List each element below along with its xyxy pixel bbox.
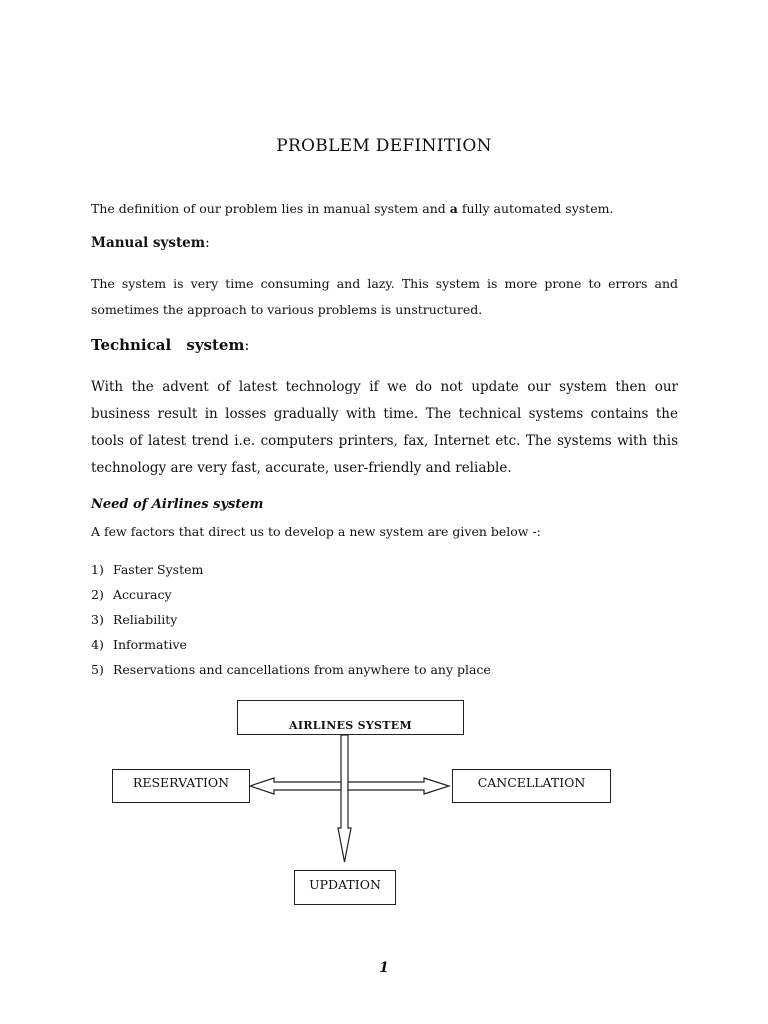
- technical-heading-text: Technical system: [91, 336, 245, 354]
- right-arrow: [348, 778, 449, 794]
- list-item-text: Informative: [113, 637, 187, 652]
- cancellation-box: CANCELLATION: [452, 769, 611, 803]
- list-item-number: 4): [91, 637, 104, 652]
- reservation-box: RESERVATION: [112, 769, 250, 803]
- list-item-text: Reservations and cancellations from anywhere to any place: [113, 662, 491, 677]
- left-arrow: [250, 778, 341, 794]
- technical-heading-colon: :: [244, 336, 250, 354]
- manual-heading-colon: :: [205, 235, 210, 251]
- technical-system-heading: [91, 336, 249, 354]
- manual-system-paragraph: The system is very time consuming and lazy. This system is more prone to errors and sometimes the approach to various problems is unstructured.: [91, 276, 678, 317]
- list-item-number: 3): [91, 612, 104, 627]
- list-item-text: Faster System: [113, 562, 204, 577]
- page-title: PROBLEM DEFINITION: [276, 136, 492, 156]
- page-number: 1: [379, 960, 389, 976]
- technical-system-paragraph: With the advent of latest technology if we do not update our system then our business result in losses gradually with time. The technical systems contains the tools of latest trend i.e. computers printers, fax, Internet etc. The systems with this technology are very fast, accurate, user-friendly and reliable.: [91, 379, 678, 476]
- need-paragraph: A few factors that direct us to develop a new system are given below -:: [91, 524, 541, 539]
- list-item: [91, 582, 491, 607]
- need-heading: Need of Airlines system: [91, 497, 264, 512]
- list-item-number: 2): [91, 587, 104, 602]
- list-item: [91, 657, 491, 682]
- intro-text-start: The definition of our problem lies in manual system and: [91, 201, 450, 216]
- list-item-text: Reliability: [113, 612, 178, 627]
- down-arrow: [338, 735, 351, 862]
- intro-bold-word: a: [449, 201, 458, 216]
- manual-heading-text: Manual system: [91, 235, 206, 251]
- manual-system-heading: [91, 235, 210, 251]
- factors-list: [91, 557, 491, 682]
- list-item-text: Accuracy: [113, 587, 172, 602]
- list-item-number: 5): [91, 662, 104, 677]
- list-item: [91, 607, 491, 632]
- list-item: [91, 632, 491, 657]
- list-item: [91, 557, 491, 582]
- list-item-number: 1): [91, 562, 104, 577]
- airlines-system-box: AIRLINES SYSTEM: [237, 700, 464, 735]
- intro-paragraph: [91, 196, 678, 222]
- intro-text-end: fully automated system.: [457, 201, 614, 216]
- updation-box: UPDATION: [294, 870, 396, 905]
